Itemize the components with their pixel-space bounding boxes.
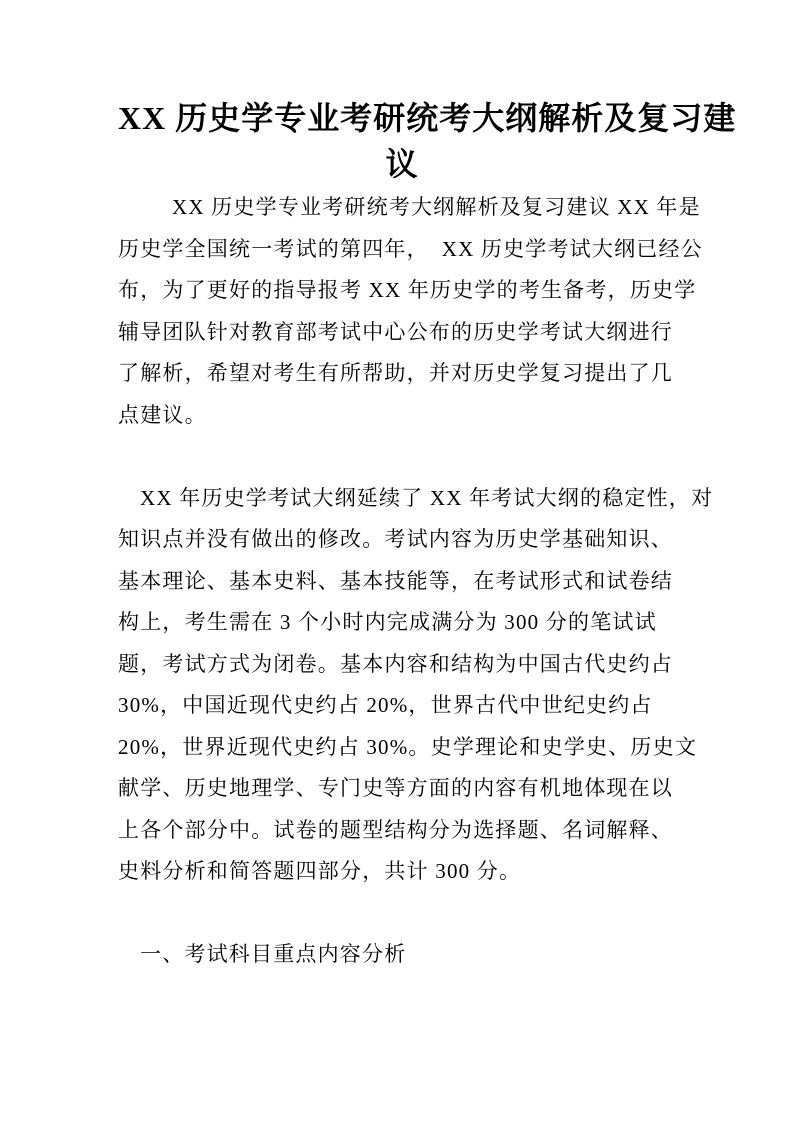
blank-line <box>118 893 686 935</box>
text-line: 20%，世界近现代史约占 30%。史学理论和史学史、历史文 <box>118 734 698 759</box>
text-line: XX 年历史学考试大纲延续了 XX 年考试大纲的稳定性，对 <box>140 485 714 510</box>
document-title <box>118 95 737 187</box>
text-line: 布，为了更好的指导报考 XX 年历史学的考生备考，历史学 <box>118 278 697 302</box>
text-line: 上各个部分中。试卷的题型结构分为选择题、名词解释、 <box>118 817 673 842</box>
title-line-2: 议 <box>385 146 419 182</box>
text-line: 历史学全国统一考试的第四年， XX 历史学考试大纲已经公 <box>118 236 703 261</box>
text-line: 30%，中国近现代史约占 20%，世界古代中世纪史约占 <box>118 693 653 717</box>
title-line-1: XX 历史学专业考研统考大纲解析及复习建 <box>118 100 737 136</box>
blank-line <box>118 436 686 478</box>
text-line: 知识点并没有做出的修改。考试内容为历史学基础知识、 <box>118 527 673 551</box>
paragraph-overview <box>118 478 714 893</box>
text-line: 基本理论、基本史料、基本技能等，在考试形式和试卷结 <box>118 568 673 593</box>
text-line: 题，考试方式为闭卷。基本内容和结构为中国古代史约占 <box>118 651 673 676</box>
text-line: 史料分析和简答题四部分，共计 300 分。 <box>118 859 522 883</box>
text-line: 点建议。 <box>118 402 207 427</box>
section-heading: 一、考试科目重点内容分析 <box>140 942 407 966</box>
text-line: 献学、历史地理学、专门史等方面的内容有机地体现在以 <box>118 776 673 800</box>
text-line: 了解析，希望对考生有所帮助，并对历史学复习提出了几 <box>118 361 673 385</box>
text-line: XX 历史学专业考研统考大纲解析及复习建议 XX 年是 <box>172 195 701 219</box>
text-line: 构上，考生需在 3 个小时内完成满分为 300 分的笔试试 <box>118 610 657 634</box>
paragraph-intro <box>118 187 703 436</box>
text-line: 辅导团队针对教育部考试中心公布的历史学考试大纲进行 <box>118 319 673 344</box>
